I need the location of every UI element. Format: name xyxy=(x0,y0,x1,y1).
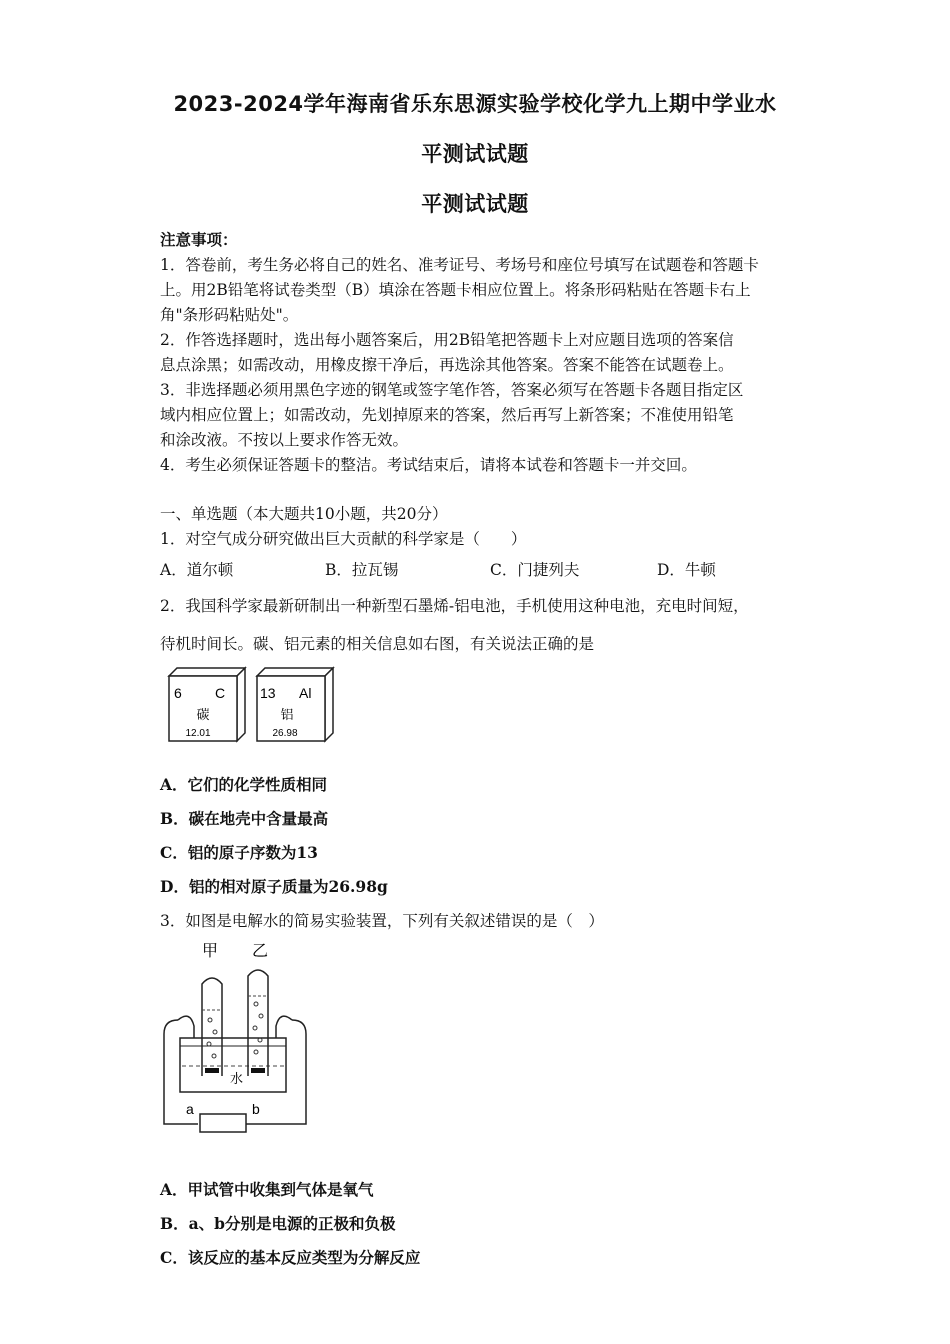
q1-option-d: D．牛顿 xyxy=(657,561,716,579)
q2-option-c: C．铝的原子序数为13 xyxy=(160,843,318,862)
aluminum-mass: 26.98 xyxy=(272,728,298,739)
aluminum-name: 铝 xyxy=(280,707,294,722)
electrode-label-b: b xyxy=(252,1101,260,1117)
notice-line: 3．非选择题必须用黑色字迹的钢笔或签字笔作答，答案必须写在答题卡各题目指定区 xyxy=(160,381,744,399)
notice-line: 角"条形码粘贴处"。 xyxy=(160,306,299,324)
q1-option-b: B．拉瓦锡 xyxy=(325,561,399,579)
tube-label-jia: 甲 xyxy=(202,943,219,960)
notice-heading: 注意事项： xyxy=(160,230,238,249)
notice-line: 上。用2B铅笔将试卷类型（B）填涂在答题卡相应位置上。将条形码粘贴在答题卡右上 xyxy=(160,281,751,299)
q2-option-a: A．它们的化学性质相同 xyxy=(160,775,328,794)
q3-option-a: A．甲试管中收集到气体是氧气 xyxy=(160,1180,374,1199)
q3-option-b: B．a、b分别是电源的正极和负极 xyxy=(160,1214,396,1233)
aluminum-element-card xyxy=(257,668,333,741)
q2-option-b: B．碳在地壳中含量最高 xyxy=(160,809,329,828)
element-cards-figure xyxy=(165,664,345,746)
question-3-stem: 3．如图是电解水的简易实验装置，下列有关叙述错误的是（ ） xyxy=(160,912,604,930)
water-label: 水 xyxy=(230,1071,244,1086)
notice-line: 1．答卷前，考生务必将自己的姓名、准考证号、考场号和座位号填写在试题卷和答题卡 xyxy=(160,256,759,274)
question-2-stem-line-2: 待机时间长。碳、铝元素的相关信息如右图，有关说法正确的是 xyxy=(160,635,595,653)
tube-label-yi: 乙 xyxy=(252,943,269,960)
notice-line: 和涂改液。不按以上要求作答无效。 xyxy=(160,431,409,449)
carbon-symbol: C xyxy=(215,685,226,701)
exam-title-line-3: 平测试试题 xyxy=(421,192,529,216)
carbon-mass: 12.01 xyxy=(185,728,211,739)
aluminum-atomic-number: 13 xyxy=(260,685,276,701)
carbon-name: 碳 xyxy=(196,707,210,722)
aluminum-symbol: Al xyxy=(299,685,312,701)
notice-line: 4．考生必须保证答题卡的整洁。考试结束后，请将本试卷和答题卡一并交回。 xyxy=(160,456,697,474)
power-source xyxy=(200,1114,246,1132)
q1-option-c: C．门捷列夫 xyxy=(490,561,580,579)
section-heading: 一、单选题（本大题共10小题，共20分） xyxy=(160,505,448,523)
notice-line: 息点涂黑；如需改动，用橡皮擦干净后，再选涂其他答案。答案不能答在试题卷上。 xyxy=(160,356,734,374)
notice-line: 域内相应位置上；如需改动，先划掉原来的答案，然后再写上新答案；不准使用铅笔 xyxy=(160,406,734,424)
carbon-element-card xyxy=(169,668,245,741)
question-2-stem-line-1: 2．我国科学家最新研制出一种新型石墨烯-铝电池，手机使用这种电池，充电时间短， xyxy=(160,597,749,615)
electrolysis-apparatus-figure xyxy=(160,938,310,1138)
carbon-atomic-number: 6 xyxy=(174,685,182,701)
exam-title-line-2: 平测试试题 xyxy=(421,142,529,166)
electrode-label-a: a xyxy=(186,1101,194,1117)
q2-option-d: D．铝的相对原子质量为26.98g xyxy=(160,877,388,896)
exam-title-line-1: 2023-2024学年海南省乐东思源实验学校化学九上期中学业水 xyxy=(173,92,777,116)
q1-option-a: A．道尔顿 xyxy=(160,561,234,579)
notice-line: 2．作答选择题时，选出每小题答案后，用2B铅笔把答题卡上对应题目选项的答案信 xyxy=(160,331,734,349)
question-1-stem: 1．对空气成分研究做出巨大贡献的科学家是（ ） xyxy=(160,530,527,548)
q3-option-c: C．该反应的基本反应类型为分解反应 xyxy=(160,1248,421,1267)
